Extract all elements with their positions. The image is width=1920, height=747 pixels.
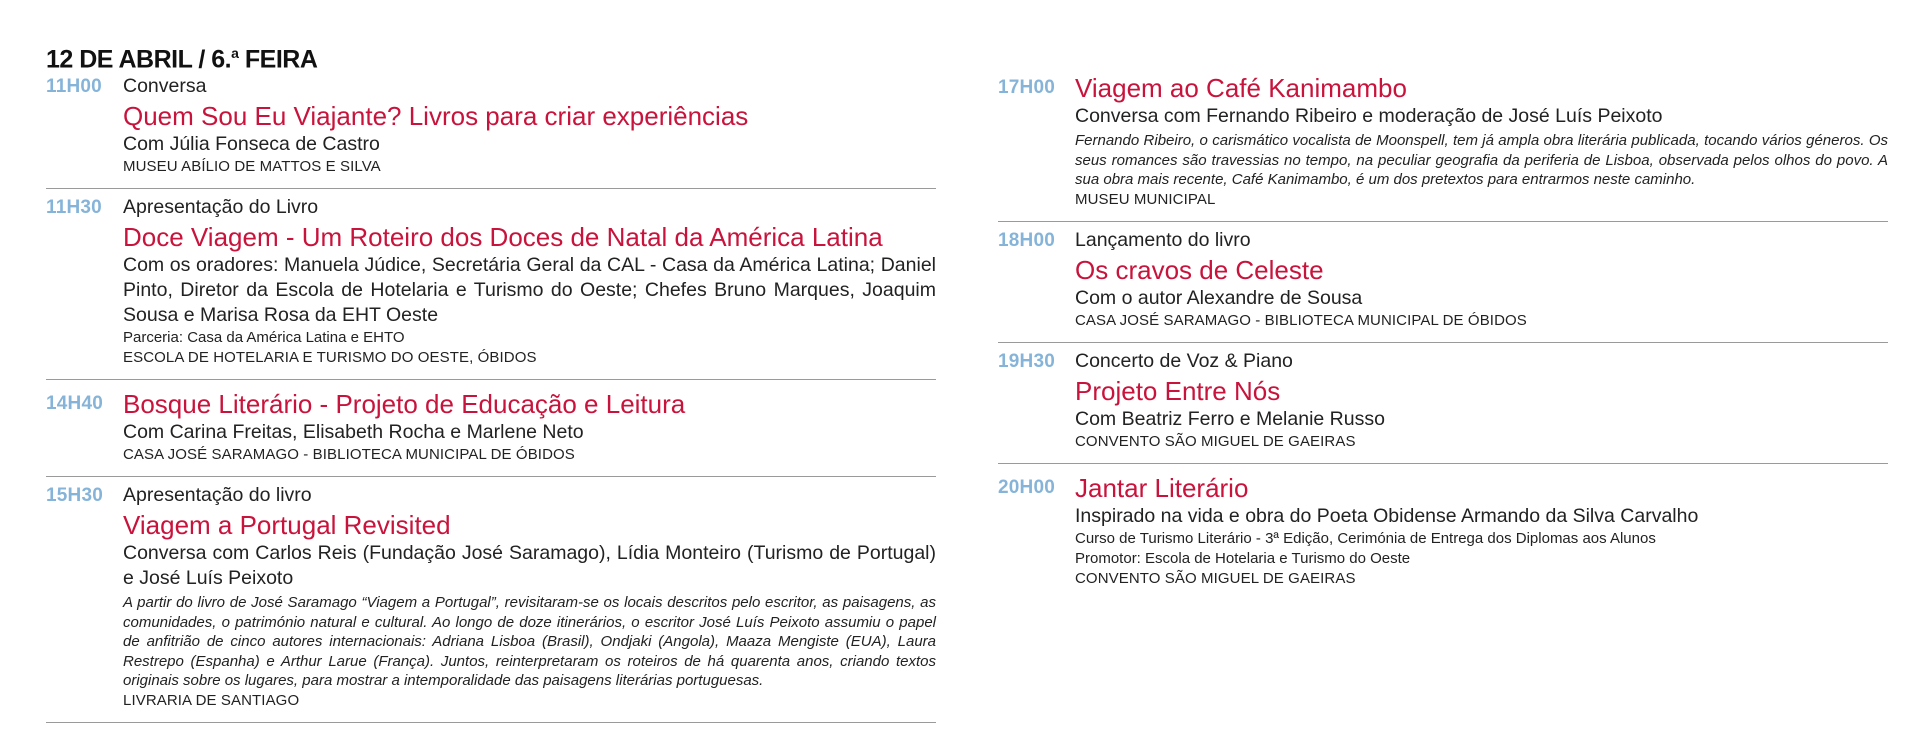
- event-venue: MUSEU ABÍLIO DE MATTOS E SILVA: [123, 158, 381, 176]
- event-time: 14H40: [46, 393, 103, 415]
- event-description: Com os oradores: Manuela Júdice, Secretária Geral da CAL - Casa da América Latina; Daniel Pinto, Diretor da Escola de Hotelaria e Turismo do Oeste; Chefes Bruno Marques, Joaquim Sousa e Marisa Rosa da EHT Oeste: [123, 254, 936, 327]
- event-description: Conversa com Fernando Ribeiro e moderação de José Luís Peixoto: [1075, 105, 1663, 127]
- event-venue: LIVRARIA DE SANTIAGO: [123, 691, 300, 709]
- event-title: Os cravos de Celeste: [1075, 254, 1324, 285]
- event-item: [998, 464, 1888, 600]
- event-time: 11H00: [46, 76, 102, 98]
- event-item: [46, 189, 936, 380]
- event-title: Quem Sou Eu Viajante? Livros para criar experiências: [123, 101, 749, 132]
- event-item: [998, 72, 1888, 222]
- event-venue: ESCOLA DE HOTELARIA E TURISMO DO OESTE, ÓBIDOS: [123, 349, 537, 367]
- event-title: Viagem ao Café Kanimambo: [1075, 73, 1407, 103]
- event-time: 20H00: [998, 476, 1055, 498]
- event-title: Bosque Literário - Projeto de Educação e Leitura: [123, 389, 686, 420]
- left-column: [46, 0, 936, 723]
- event-item: [998, 222, 1888, 343]
- event-course-note: Curso de Turismo Literário - 3ª Edição, Cerimónia de Entrega dos Diplomas aos Alunos: [1075, 529, 1656, 547]
- event-item: [46, 380, 936, 477]
- event-type: Apresentação do livro: [123, 484, 312, 507]
- event-description: Inspirado na vida e obra do Poeta Obidense Armando da Silva Carvalho: [1075, 504, 1699, 527]
- event-description: Com Beatriz Ferro e Melanie Russo: [1075, 407, 1385, 430]
- event-title: Viagem a Portugal Revisited: [123, 510, 451, 541]
- event-promoter-note: Promotor: Escola de Hotelaria e Turismo do Oeste: [1075, 549, 1411, 567]
- event-item: [46, 74, 936, 189]
- event-type: Apresentação do Livro: [123, 196, 319, 219]
- event-venue: CONVENTO SÃO MIGUEL DE GAEIRAS: [1075, 432, 1356, 450]
- event-type: Conversa: [123, 75, 207, 98]
- day-heading: 12 DE ABRIL / 6.$^a$ FEIRA: [46, 45, 318, 74]
- event-venue: MUSEU MUNICIPAL: [1075, 190, 1216, 208]
- event-type: Concerto de Voz & Piano: [1075, 349, 1293, 372]
- event-description: Com Carina Freitas, Elisabeth Rocha e Marlene Neto: [123, 421, 584, 444]
- event-time: 19H30: [998, 350, 1055, 372]
- event-time: 17H00: [998, 77, 1055, 98]
- event-description: Com Júlia Fonseca de Castro: [123, 133, 380, 156]
- event-title: Doce Viagem - Um Roteiro dos Doces de Natal da América Latina: [123, 222, 883, 253]
- right-column: [998, 0, 1888, 600]
- event-time: 18H00: [998, 229, 1055, 251]
- event-time: 11H30: [46, 197, 102, 219]
- event-venue: CONVENTO SÃO MIGUEL DE GAEIRAS: [1075, 569, 1356, 587]
- event-description: Com o autor Alexandre de Sousa: [1075, 286, 1363, 309]
- event-partner-note: Parceria: Casa da América Latina e EHTO: [123, 329, 405, 347]
- event-time: 15H30: [46, 485, 103, 507]
- event-title: Jantar Literário: [1075, 472, 1249, 503]
- event-venue: CASA JOSÉ SARAMAGO - BIBLIOTECA MUNICIPAL DE ÓBIDOS: [123, 446, 575, 464]
- event-title: Projeto Entre Nós: [1075, 375, 1281, 406]
- event-item: [998, 343, 1888, 464]
- event-synopsis: A partir do livro de José Saramago “Viagem a Portugal”, revisitaram-se os locais descritos pelo escritor, as paisagens, as comunidades, o património natural e cultural. Ao longo de doze itinerários, o escritor José Luís Peixoto assumiu o papel de anfitrião de cinco autores internacionais: Adriana Lisboa (Brasil), Ondjaki (Angola), Maaza Mengiste (EUA), Laura Restrepo (Espanha) e Arthur Larue (França). Juntos, reinterpretaram os roteiros de há quarenta anos, criando textos originais sobre os lugares, para mostrar a intemporalidade das paisagens literárias portuguesas.: [123, 594, 936, 690]
- event-item: [46, 477, 936, 723]
- event-venue: CASA JOSÉ SARAMAGO - BIBLIOTECA MUNICIPAL DE ÓBIDOS: [1075, 311, 1527, 329]
- event-synopsis: Fernando Ribeiro, o carismático vocalista de Moonspell, tem já ampla obra literária publicada, tocando vários géneros. Os seus romances são travessias no tempo, na peculiar geografia da periferia de Lisboa, observada pelos olhos do povo. A sua obra mais recente, Café Kanimambo, é um dos pretextos para entrarmos neste caminho.: [1075, 132, 1888, 188]
- event-description: Conversa com Carlos Reis (Fundação José Saramago), Lídia Monteiro (Turismo de Portugal) e José Luís Peixoto: [123, 542, 936, 590]
- event-type: Lançamento do livro: [1075, 228, 1251, 251]
